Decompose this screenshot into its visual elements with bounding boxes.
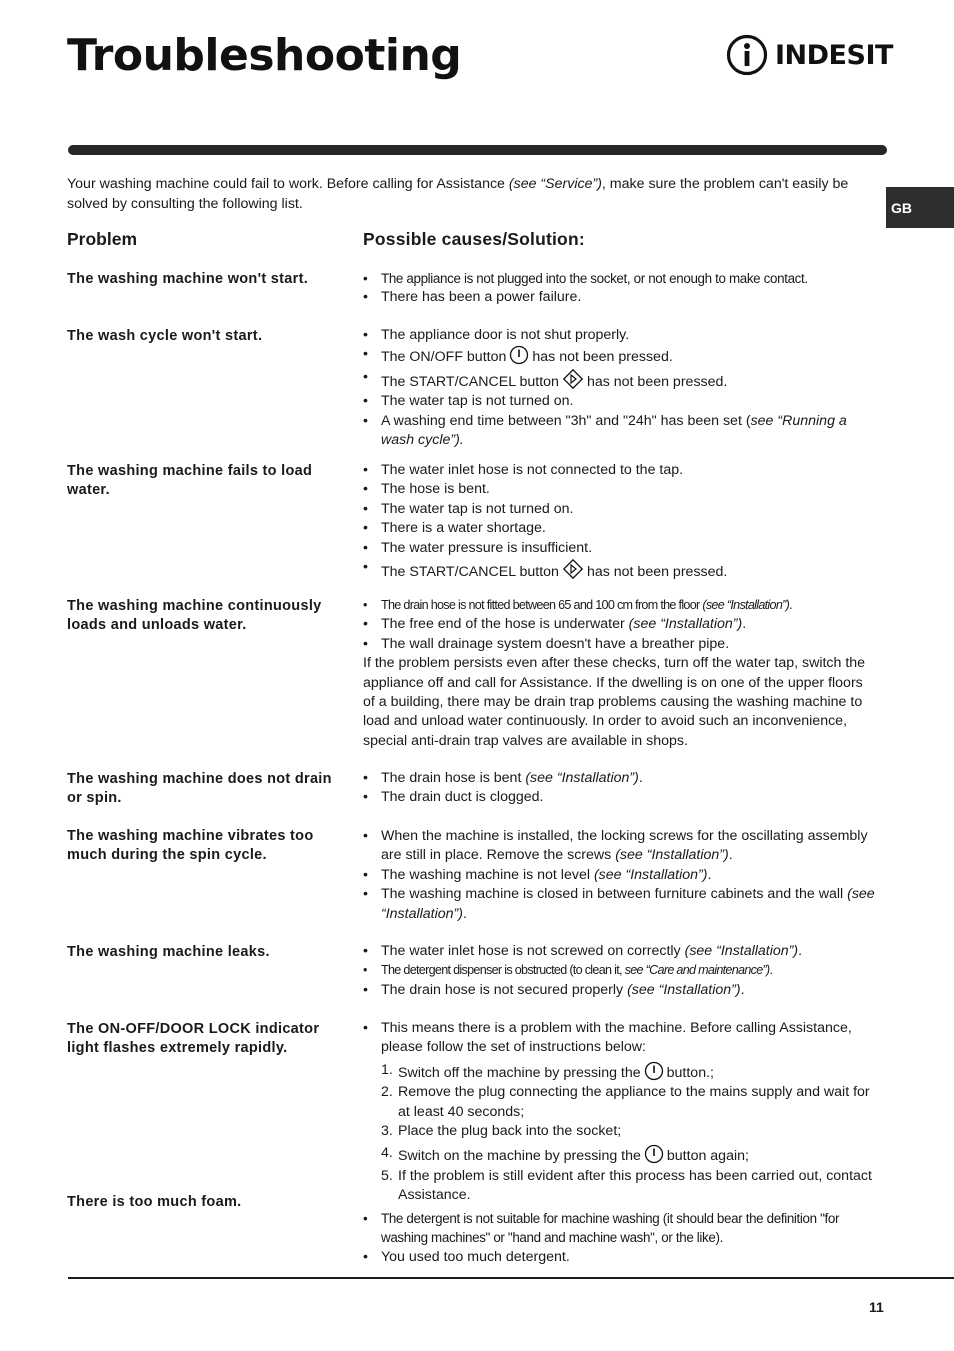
- cause-item: • A washing end time between "3h" and "24h" has been set (see “Running a wash cycle”).: [363, 412, 847, 449]
- start-cancel-icon: [562, 558, 584, 580]
- cause-item: • The ON/OFF button has not been pressed.: [363, 346, 673, 366]
- page-title: Troubleshooting: [67, 30, 462, 81]
- cause-item: • The appliance door is not shut properly.: [363, 327, 630, 343]
- step-item: 3. Place the plug back into the socket;: [381, 1123, 622, 1140]
- problem-label: There is too much foam.: [67, 1194, 242, 1210]
- cause-item: • The drain duct is clogged.: [363, 789, 544, 806]
- intro-text: Your washing machine could fail to work. Before calling for Assistance (see “Service”), make sure the problem can't easily be solved by consulting the following list.: [67, 176, 849, 212]
- cause-item: • The washing machine is not level (see “Installation”).: [363, 866, 712, 883]
- power-icon: [644, 1061, 664, 1081]
- brand-logo: [726, 34, 893, 76]
- cause-item: • The drain hose is bent (see “Installation”).: [363, 770, 643, 786]
- instruction-steps: [363, 1061, 878, 1206]
- power-icon: [644, 1144, 664, 1164]
- header-rule: [68, 145, 887, 155]
- causes-list: [363, 827, 878, 924]
- causes-list: [363, 269, 878, 308]
- cause-item: • The hose is bent.: [363, 481, 490, 498]
- cause-item: • There has been a power failure.: [363, 289, 582, 306]
- problem-label: The washing machine continuously loads and unloads water.: [67, 598, 322, 634]
- cause-item: • The detergent is not suitable for machine washing (it should bear the definition "for washing machines" or "hand and machine wash", or the like).: [363, 1211, 840, 1246]
- language-tab: GB: [886, 187, 954, 228]
- step-item: 1. Switch off the machine by pressing the button.;: [381, 1061, 714, 1081]
- cause-item: • The water tap is not turned on.: [363, 500, 574, 517]
- cause-item: • The appliance is not plugged into the socket, or not enough to make contact.: [363, 271, 808, 286]
- step-item: 2. Remove the plug connecting the appliance to the mains supply and wait for at least 40 seconds;: [381, 1084, 870, 1120]
- cause-item: • The detergent dispenser is obstructed (to clean it, see “Care and maintenance”).: [363, 963, 773, 978]
- causes-list: [363, 461, 878, 582]
- cause-item: • The washing machine is closed in between furniture cabinets and the wall (see “Installation”).: [363, 886, 875, 922]
- step-item: 5. If the problem is still evident after this process has been carried out, contact Assistance.: [381, 1167, 872, 1204]
- problem-label: The washing machine vibrates too much during the spin cycle.: [67, 828, 314, 864]
- problem-label: The ON-OFF/DOOR LOCK indicator light flashes extremely rapidly.: [67, 1021, 320, 1057]
- problem-label: The washing machine fails to load water.: [67, 463, 313, 499]
- causes-column-header: Possible causes/Solution:: [363, 229, 585, 249]
- step-item: 4. Switch on the machine by pressing the button again;: [381, 1145, 749, 1165]
- page-number: 11: [869, 1299, 884, 1315]
- start-cancel-icon: [562, 368, 584, 390]
- cause-item: • The water inlet hose is not screwed on correctly (see “Installation”).: [363, 943, 803, 959]
- cause-item: • The START/CANCEL button has not been pressed.: [363, 559, 728, 581]
- power-icon: [509, 345, 529, 365]
- cause-item: • You used too much detergent.: [363, 1248, 570, 1265]
- problem-column-header: Problem: [67, 229, 138, 249]
- causes-list: [363, 769, 878, 808]
- cause-item: • This means there is a problem with the machine. Before calling Assistance, please follow the set of instructions below:: [363, 1020, 852, 1056]
- indesit-i-icon: [726, 34, 768, 76]
- cause-item: • The START/CANCEL button has not been pressed.: [363, 368, 728, 390]
- causes-list: [363, 942, 878, 1000]
- cause-item: • The water inlet hose is not connected to the tap.: [363, 462, 684, 478]
- cause-item: • The free end of the hose is underwater (see “Installation”).: [363, 616, 747, 633]
- causes-list: [363, 1209, 878, 1267]
- causes-list: [363, 326, 878, 450]
- cause-item: • The water pressure is insufficient.: [363, 539, 593, 556]
- brand-name: INDESIT: [775, 39, 893, 71]
- causes-list: [363, 1019, 878, 1206]
- problem-label: The washing machine does not drain or spin.: [67, 771, 332, 807]
- cause-item: • The drain hose is not secured properly (see “Installation”).: [363, 981, 745, 998]
- cause-item: • The drain hose is not fitted between 65 and 100 cm from the floor (see “Installation”).: [363, 598, 792, 612]
- cause-item: • When the machine is installed, the locking screws for the oscillating assembly are still in place. Remove the screws (see “Installation”).: [363, 828, 868, 864]
- causes-list: [363, 596, 878, 751]
- problem-label: The washing machine leaks.: [67, 944, 270, 960]
- cause-item: • The wall drainage system doesn't have a breather pipe.: [363, 635, 730, 652]
- cause-note: If the problem persists even after these checks, turn off the water tap, switch the appliance off and call for Assistance. If the dwelling is on one of the upper floors of a building, there may be drain trap problems causing the washing machine to load and unload water continuously. In order to avoid such an inconvenience, special anti-drain trap valves are available in shops.: [363, 655, 866, 749]
- cause-item: • There is a water shortage.: [363, 520, 546, 537]
- problem-label: The washing machine won't start.: [67, 271, 309, 287]
- cause-item: • The water tap is not turned on.: [363, 393, 574, 410]
- problem-label: The wash cycle won't start.: [67, 328, 263, 344]
- footer-rule: [68, 1277, 954, 1279]
